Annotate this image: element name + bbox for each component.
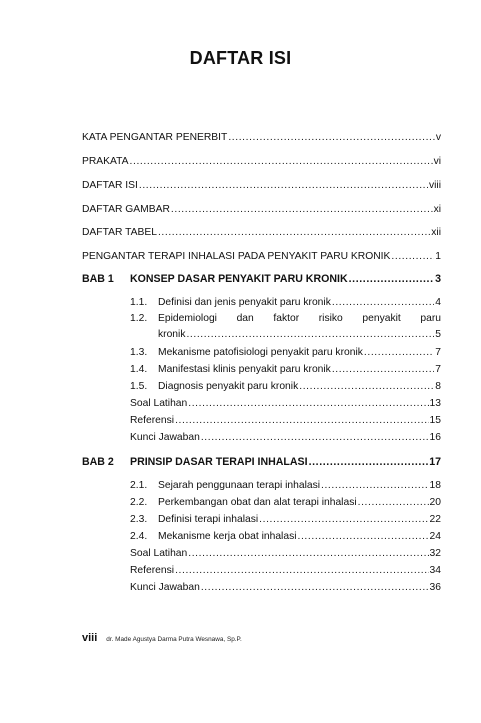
dot-leader — [171, 203, 433, 216]
chapter-title: KONSEP DASAR PENYAKIT PARU KRONIK — [130, 273, 348, 285]
dot-leader — [175, 564, 428, 577]
toc-entry-label: DAFTAR GAMBAR — [82, 204, 170, 215]
toc-section[interactable] — [130, 380, 441, 393]
toc-extra[interactable] — [130, 581, 441, 594]
dot-leader — [298, 530, 429, 543]
section-page: 5 — [435, 329, 441, 340]
extra-page: 16 — [429, 432, 441, 443]
toc-entry[interactable] — [82, 203, 441, 216]
section-title: Sejarah penggunaan terapi inhalasi — [158, 480, 321, 491]
section-code: 1.5. — [130, 381, 148, 392]
toc-entry-label: DAFTAR TABEL — [82, 227, 157, 238]
dot-leader — [259, 513, 428, 526]
toc-entry-page: 1 — [435, 251, 441, 262]
toc-entry-page: xii — [431, 227, 441, 238]
section-page: 8 — [435, 381, 441, 392]
chapter-page: 3 — [435, 273, 441, 285]
page-footer — [82, 632, 242, 644]
section-page: 7 — [435, 347, 441, 358]
chapter-code: BAB 2 — [82, 456, 114, 468]
toc-entry-label: PRAKATA — [82, 156, 129, 167]
extra-page: 36 — [429, 582, 441, 593]
toc-section[interactable] — [130, 496, 441, 509]
dot-leader — [186, 328, 434, 341]
section-page: 22 — [429, 514, 441, 525]
dot-leader — [201, 581, 429, 594]
extra-label: Referensi — [130, 415, 175, 426]
extra-page: 32 — [429, 548, 441, 559]
extra-page: 34 — [429, 565, 441, 576]
toc-entry[interactable] — [82, 131, 441, 144]
toc-entry[interactable] — [82, 226, 441, 239]
section-title: Perkembangan obat dan alat terapi inhalasi — [158, 497, 357, 508]
section-code: 2.4. — [130, 531, 148, 542]
extra-label: Soal Latihan — [130, 548, 188, 559]
section-code: 2.2. — [130, 497, 148, 508]
dot-leader — [391, 250, 434, 263]
dot-leader — [358, 496, 429, 509]
dot-leader — [158, 226, 430, 239]
toc-extra[interactable] — [130, 547, 441, 560]
chapter-title: PRINSIP DASAR TERAPI INHALASI — [130, 456, 308, 468]
extra-label: Kunci Jawaban — [130, 582, 200, 593]
toc-extra[interactable] — [130, 564, 441, 577]
toc-section[interactable] — [130, 513, 441, 526]
dot-leader — [364, 346, 434, 359]
section-code: 1.1. — [130, 297, 148, 308]
toc-extra[interactable] — [130, 414, 441, 427]
section-title-continued: kronik — [158, 329, 186, 340]
dot-leader — [175, 414, 428, 427]
toc-section[interactable] — [130, 346, 441, 359]
extra-page: 13 — [429, 398, 441, 409]
toc-entry-page: v — [435, 132, 441, 143]
toc-extra[interactable] — [130, 397, 441, 410]
dot-leader — [188, 547, 428, 560]
footer-author: dr. Made Agustya Darma Putra Wesnawa, Sp.P. — [106, 636, 242, 643]
toc-entry-label: KATA PENGANTAR PENERBIT — [82, 132, 228, 143]
section-code: 2.3. — [130, 514, 148, 525]
dot-leader — [309, 456, 429, 469]
toc-entry[interactable] — [82, 179, 441, 192]
toc-extra[interactable] — [130, 431, 441, 444]
chapter-page: 17 — [429, 456, 441, 468]
toc-entry-label: DAFTAR ISI — [82, 180, 138, 191]
dot-leader — [228, 131, 435, 144]
dot-leader — [349, 273, 434, 286]
toc-entry[interactable] — [82, 155, 441, 168]
toc-entry-page: xi — [433, 204, 441, 215]
toc-section[interactable] — [130, 530, 441, 543]
toc-entry[interactable] — [82, 250, 441, 263]
page-title: DAFTAR ISI — [189, 48, 292, 68]
toc-entry-page: viii — [428, 180, 441, 191]
toc-chapter-2[interactable] — [82, 456, 441, 469]
section-page: 20 — [429, 497, 441, 508]
extra-label: Referensi — [130, 565, 175, 576]
toc-section[interactable] — [130, 296, 441, 309]
section-page: 24 — [429, 531, 441, 542]
section-page: 7 — [435, 364, 441, 375]
section-title: Definisi dan jenis penyakit paru kronik — [158, 297, 331, 308]
dot-leader — [299, 380, 434, 393]
section-title: Mekanisme kerja obat inhalasi — [158, 531, 297, 542]
section-title: Diagnosis penyakit paru kronik — [158, 381, 299, 392]
chapter-code: BAB 1 — [82, 273, 114, 285]
dot-leader — [201, 431, 429, 444]
dot-leader — [332, 296, 434, 309]
extra-label: Kunci Jawaban — [130, 432, 200, 443]
extra-label: Soal Latihan — [130, 398, 188, 409]
section-page: 18 — [429, 480, 441, 491]
toc-chapter-1[interactable] — [82, 273, 441, 286]
toc-entry-page: vi — [433, 156, 441, 167]
toc-section[interactable] — [130, 479, 441, 492]
section-code: 2.1. — [130, 480, 148, 491]
section-code: 1.2. — [130, 313, 148, 324]
dot-leader — [321, 479, 429, 492]
dot-leader — [188, 397, 428, 410]
dot-leader — [139, 179, 428, 192]
section-title: Manifestasi klinis penyakit paru kronik — [158, 364, 331, 375]
toc-section-wrapped-line1[interactable] — [130, 312, 441, 325]
dot-leader — [332, 363, 434, 376]
toc-section[interactable] — [130, 363, 441, 376]
section-title: Definisi terapi inhalasi — [158, 514, 259, 525]
section-title: Epidemiologi dan faktor risiko penyakit paru — [158, 313, 441, 324]
section-code: 1.4. — [130, 364, 148, 375]
extra-page: 15 — [429, 415, 441, 426]
section-title: Mekanisme patofisiologi penyakit paru kronik — [158, 347, 363, 358]
footer-page-number: viii — [82, 632, 98, 644]
dot-leader — [130, 155, 433, 168]
section-code: 1.3. — [130, 347, 148, 358]
section-page: 4 — [435, 297, 441, 308]
toc-section-wrapped-line2[interactable] — [158, 328, 441, 341]
toc-entry-label: PENGANTAR TERAPI INHALASI PADA PENYAKIT PARU KRONIK — [82, 251, 391, 262]
